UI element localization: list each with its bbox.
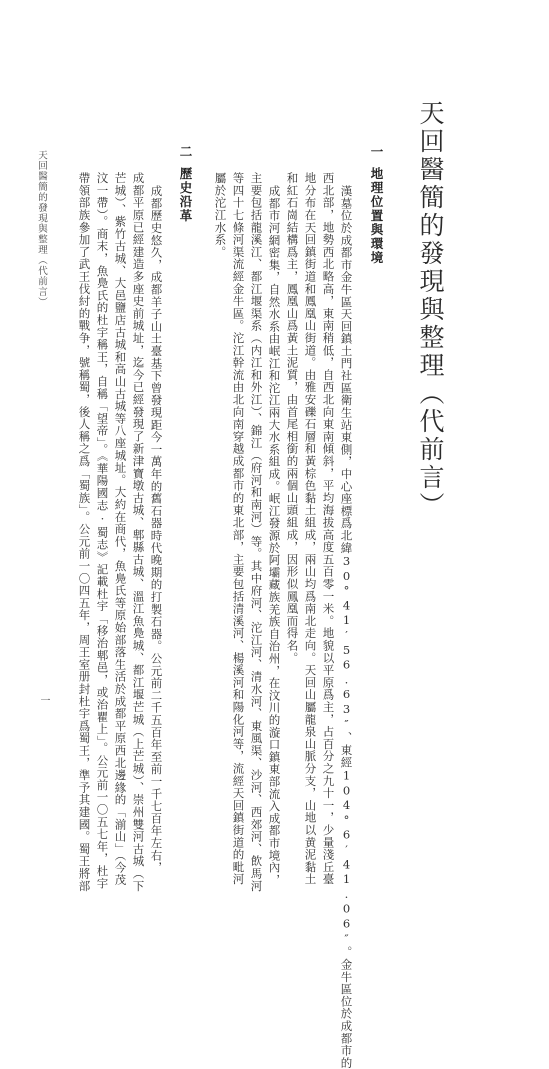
section-1-line-8: 屬於沱江水系。: [213, 172, 228, 259]
section-1-title: 地理位置與環境: [369, 167, 384, 265]
section-2-line-1: 成都歷史悠久，成都羊子山土臺基下曾發現距今一萬年的舊石器時代晚期的打製石器。公元前二千五百年至前一千七百年左右，: [149, 185, 164, 874]
section-2-title: 歷史沿革: [178, 167, 193, 223]
section-1-line-7: 等四十七條河渠流經金牛區。沱江幹流由北向南穿越成都市的東北部，主要包括清溪河、楊溪河和陽化河等，流經天回鎮街道的毗河: [231, 172, 246, 886]
section-1-line-2: 西北部，地勢西北略高，東南稍低，自西北向東南傾斜，平均海拔高度五百零一米。地貌以平原爲主，占百分之九十一，少量淺丘臺: [321, 172, 336, 886]
section-2-number: 二: [178, 145, 193, 159]
section-1-line-1: 漢墓位於成都市金牛區天回鎮土門社區衛生站東側，中心座標爲北緯30°41′56.63″、東經104°6′41.06″。金牛區位於成都市的: [339, 185, 354, 1069]
section-1-line-6: 主要包括龍溪江、都江堰渠系（内江和外江）、錦江（府河和南河）等。其中府河、沱江河、清水河、東風渠、沙河、西郊河、飲馬河: [249, 172, 264, 892]
section-1-line-4: 和紅石崗結構爲主，鳳凰山爲黃土泥質，由首尾相銜的兩個山頭組成，因形似鳳凰而得名。: [285, 172, 300, 664]
running-title: 天回醫簡的發現與整理（代前言）: [36, 150, 47, 308]
section-1-heading: [367, 145, 385, 265]
section-1-line-3: 地分布在天回鎮街道和鳳凰山街道。由雅安礫石層和黃棕色黏土組成，兩山均爲南北走向。天回山屬龍泉山脈分支，山地以黄泥黏土: [303, 172, 318, 886]
section-1-number: 一: [369, 145, 384, 159]
section-2-line-4: 汶一帶）。商末，魚鳧氏的杜宇稱王，自稱「望帝」。《華陽國志·蜀志》記載杜宇「移治郫邑，或治瞿上」。公元前一〇五七年，杜宇: [95, 172, 110, 890]
section-2-line-3: 芒城）、紫竹古城、大邑鹽店古城和高山古城等八座城址。大約在商代，魚鳧氏等原始部落生活於成都平原西北邊緣的「湔山」（今茂: [113, 172, 128, 887]
page-number: 一: [38, 695, 49, 705]
section-1-line-5: 成都市河網密集，自然水系由岷江和沱江兩大水系組成。岷江發源於阿壩藏族羌族自治州，在汶川的漩口鎮東部流入成都市境內，: [267, 185, 282, 887]
section-2-heading: [176, 145, 194, 223]
section-2-line-5: 帶領部族參加了武王伐紂的戰争，號稱蜀，後人稱之爲「蜀族」。公元前一〇四五年，周王室册封杜宇爲蜀王，準予其建國。蜀王將部: [77, 172, 92, 892]
section-2-line-2: 成都平原已經建造多座史前城址，迄今已經發現了新津寶墩古城、郫縣古城、溫江魚鳧城、都江堰芒城（上芒城）、崇州雙河古城（下: [131, 172, 146, 892]
page-title: 天回醫簡的發現與整理（代前言）: [416, 100, 445, 520]
